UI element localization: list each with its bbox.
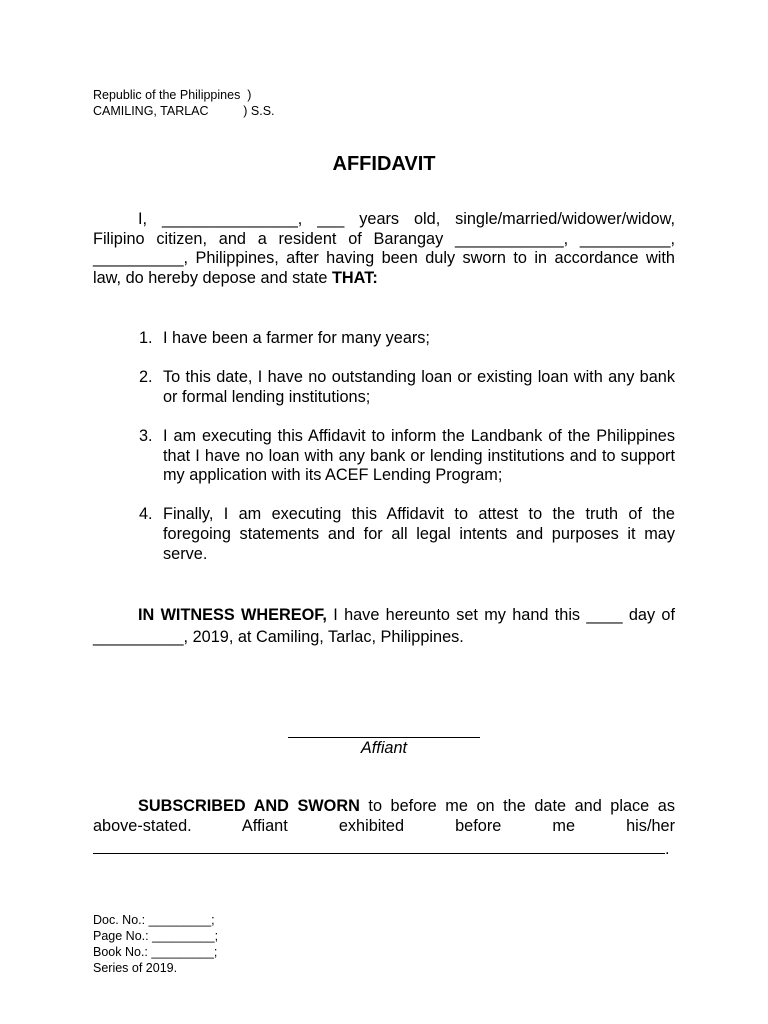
- id-blank-line: [93, 836, 665, 854]
- statement-list: [93, 329, 675, 584]
- signature-line: [288, 737, 480, 738]
- statement-item: [93, 505, 675, 564]
- statement-number: 2.: [139, 368, 153, 387]
- witness-emphasis: IN WITNESS WHEREOF,: [138, 606, 327, 624]
- statement-text: I am executing this Affidavit to inform the Landbank of the Philippines that I have no loan with any bank or lending institutions and to support my application with its ACEF Lending Program;: [163, 426, 675, 485]
- statement-item: [93, 368, 675, 407]
- sworn-end: .: [665, 840, 670, 859]
- statement-text: I have been a farmer for many years;: [163, 329, 430, 347]
- statement-text: To this date, I have no outstanding loan or existing loan with any bank or formal lending institutions;: [163, 368, 675, 406]
- notary-doc-no: Doc. No.: _________;: [93, 913, 215, 927]
- sworn-paragraph: [93, 797, 675, 860]
- notary-series: Series of 2019.: [93, 961, 178, 975]
- statement-item: [93, 329, 675, 349]
- notary-page-no: Page No.: _________;: [93, 929, 219, 943]
- intro-text: I, _______________, ___ years old, single/married/widower/widow, Filipino citizen, and a resident of Barangay ____________, __________, __________, Philippines, after having been duly sworn to in accordance with law, do hereby depose and state: [93, 210, 675, 287]
- notary-book-no: Book No.: _________;: [93, 945, 218, 959]
- intro-emphasis: THAT:: [331, 268, 378, 287]
- document-title: AFFIDAVIT: [332, 153, 436, 175]
- statement-number: 4.: [139, 505, 153, 524]
- venue-location: CAMILING, TARLAC ) S.S.: [93, 104, 275, 118]
- venue-republic: Republic of the Philippines ): [93, 88, 252, 102]
- statement-item: [93, 427, 675, 486]
- sworn-emphasis: SUBSCRIBED AND SWORN: [138, 797, 360, 815]
- witness-paragraph: [93, 604, 675, 648]
- sworn-text: to before me on the date and place as above-stated. Affiant exhibited before me his/her: [93, 797, 675, 835]
- statement-number: 1.: [139, 329, 153, 347]
- witness-text: I have hereunto set my hand this ____ day of __________, 2019, at Camiling, Tarlac, Philippines.: [93, 606, 675, 646]
- notary-block: [93, 912, 218, 976]
- statement-text: Finally, I am executing this Affidavit to attest to the truth of the foregoing statements and for all legal intents and purposes it may serve.: [163, 505, 675, 563]
- venue-block: [93, 87, 275, 119]
- statement-number: 3.: [139, 426, 153, 445]
- intro-paragraph: [93, 210, 675, 288]
- signature-label: Affiant: [360, 739, 408, 757]
